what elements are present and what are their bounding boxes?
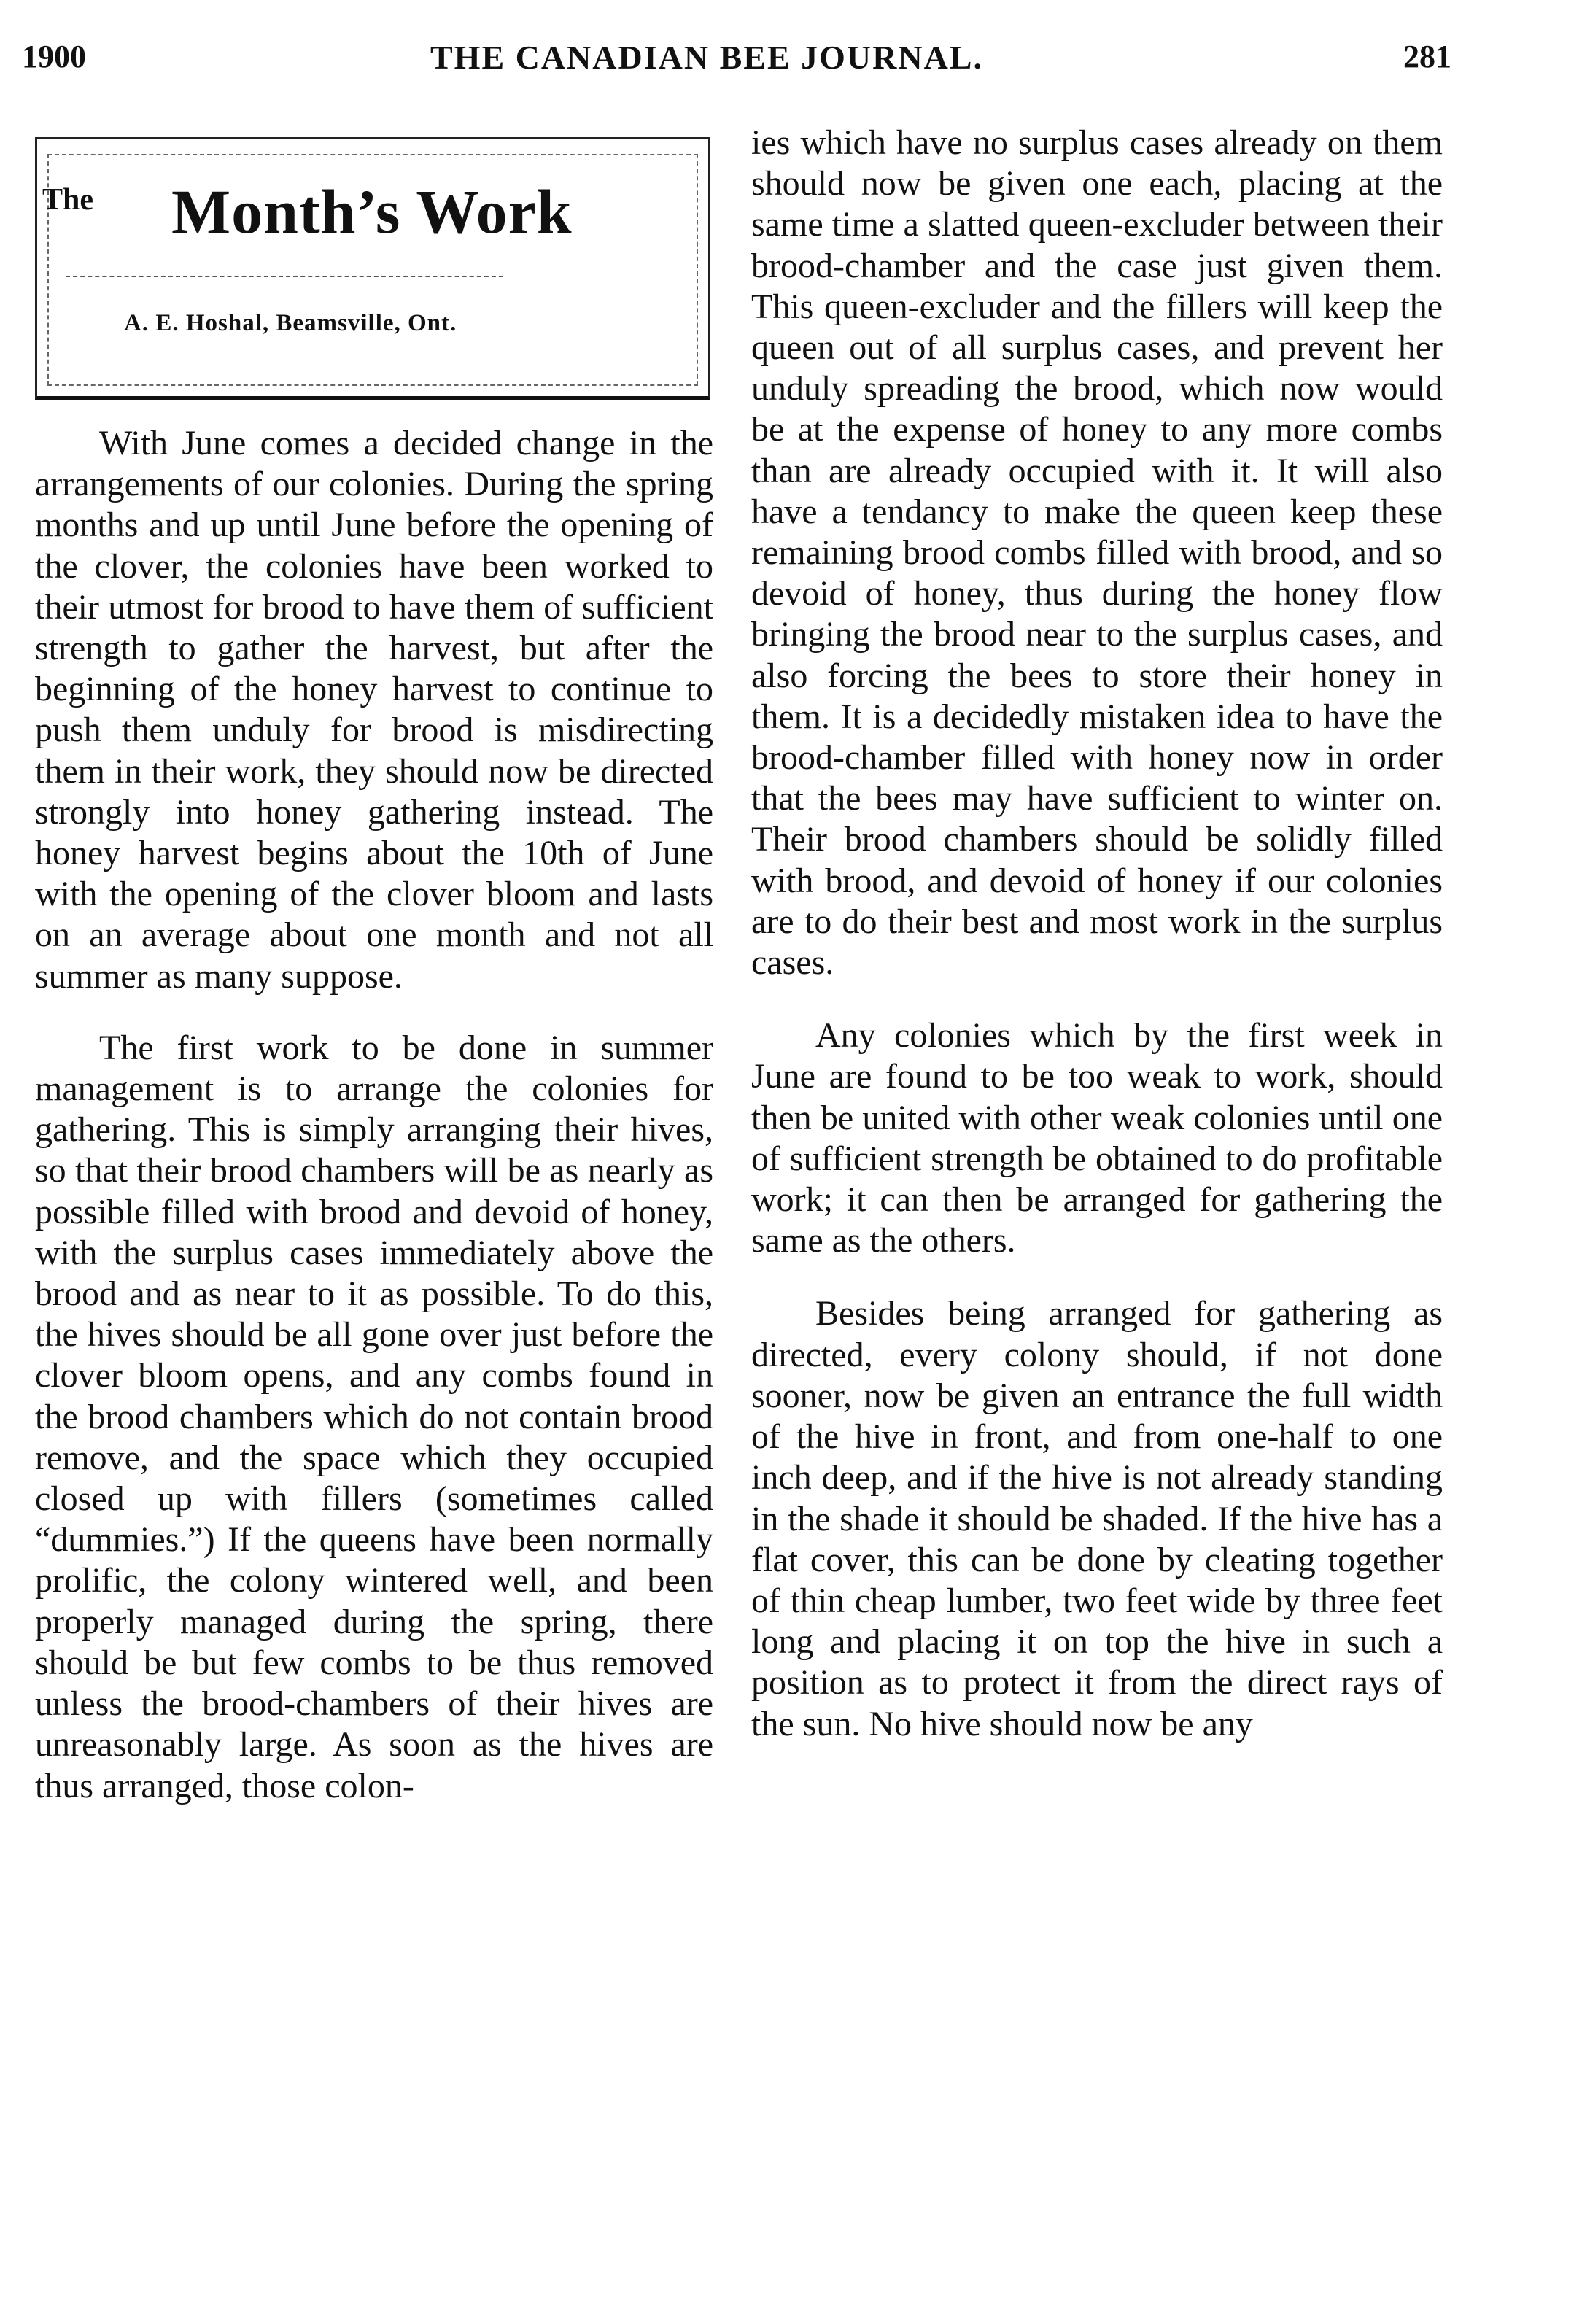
paragraph-1: With June comes a decided change in the arrangements of our colonies. During the spring months and up until June before the opening of the clover, the colonies have been worked to their utmost for brood to have them of sufficient strength to gather the harvest, but after the beginning of the honey harvest to continue to push them unduly for brood is misdirecting them in their work, they should now be directed strongly into honey gathering instead. The honey harvest begins about the 10th of June with the opening of the clover bloom and lasts on an average about one month and not all summer as many suppose. xyxy=(35,424,713,996)
page-number: 281 xyxy=(1403,39,1451,74)
header-year: 1900 xyxy=(22,39,86,74)
title-divider xyxy=(66,276,503,277)
paragraph-2: The first work to be done in summer management is to arrange the colonies for gathering. This is simply arranging their hives, so that their brood chambers will be as nearly as possible filled with brood and devoid of honey, with the surplus cases immediately above the brood and as near to it as possible. To do this, the hives should be all gone over just before the clover bloom opens, and any combs found in the brood chambers which do not contain brood remove, and the space which they occupied closed up with fillers (sometimes called “dummies.”) If the queens have been normally prolific, the colony wintered well, and been properly managed during the spring, there should be but few combs to be thus removed unless the brood-chambers of their hives are unreasonably large. As soon as the hives are thus arranged, those colon- xyxy=(35,1028,713,1805)
article-title: Month’s Work xyxy=(171,177,573,247)
paragraph-continued: ies which have no surplus cases already on them should now be given one each, placing at the same time a slatted queen-excluder between their brood-chamber and the case just given them. This queen-excluder and the fillers will keep the queen out of all surplus cases, and prevent her unduly spreading the brood, which now would be at the expense of honey to any more combs than are already occupied with it. It will also have a tendancy to make the queen keep these remaining brood combs filled with brood, and so devoid of honey, thus during the honey flow bringing the brood near to the surplus cases, and also forcing the bees to store their honey in them. It is a decidedly mistaken idea to have the brood-chamber filled with honey now in order that the bees may have sufficient to winter on. Their brood chambers should be solidly filled with brood, and devoid of honey if our colonies are to do their best and most work in the surplus cases. xyxy=(751,123,1443,983)
right-column xyxy=(751,123,1443,1745)
paragraph-3: Any colonies which by the first week in June are found to be too weak to work, should then be united with other weak colonies until one of sufficient strength be obtained to do profitable work; it can then be arranged for gathering the same as the others. xyxy=(751,1016,1443,1260)
left-column xyxy=(35,423,713,1807)
article-author: A. E. Hoshal, Beamsville, Ont. xyxy=(124,310,457,336)
journal-title: THE CANADIAN BEE JOURNAL. xyxy=(430,39,983,76)
page-header xyxy=(22,38,1451,82)
title-prefix: The xyxy=(42,183,94,217)
paragraph-4: Besides being arranged for gathering as directed, every colony should, if not done sooner, now be given an entrance the full width of the hive in front, and from one-half to one inch deep, and if the hive is not already standing in the shade it should be shaded. If the hive has a flat cover, this can be done by cleating together of thin cheap lumber, two feet wide by three feet long and placing it on top the hive in such a position as to protect it from the direct rays of the sun. No hive should now be any xyxy=(751,1294,1443,1743)
